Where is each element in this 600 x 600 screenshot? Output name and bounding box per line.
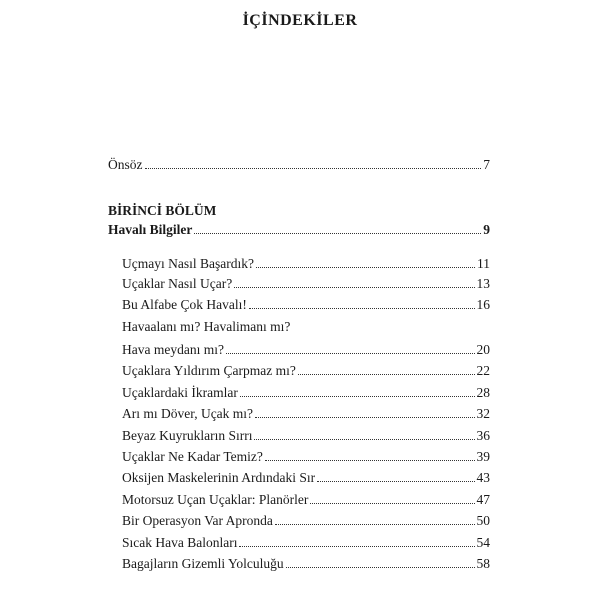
toc-entry <box>122 492 490 508</box>
toc-entry <box>122 297 490 313</box>
toc-entry-label: Arı mı Döver, Uçak mı? <box>122 406 254 421</box>
toc-entry-label: Havalı Bilgiler <box>108 222 193 237</box>
toc-entry-label: Uçaklar Ne Kadar Temiz? <box>122 449 263 464</box>
toc-entry <box>122 556 490 572</box>
dot-leader <box>145 168 482 169</box>
toc-entry-label: Sıcak Hava Balonları <box>122 535 238 550</box>
dot-leader <box>226 353 475 354</box>
toc-entry <box>122 535 490 551</box>
toc-entry <box>122 385 490 401</box>
toc-page-number: 16 <box>476 297 490 312</box>
toc-entry-label: Oksijen Maskelerinin Ardındaki Sır <box>122 470 316 485</box>
toc-entry <box>122 363 490 379</box>
toc-page-number: 9 <box>483 222 490 237</box>
toc-entry-label: Havaalanı mı? Havalimanı mı? <box>122 319 291 334</box>
toc-entry-label: Uçaklardaki İkramlar <box>122 385 238 400</box>
toc-page-number: 58 <box>476 556 490 571</box>
dot-leader <box>317 481 474 482</box>
toc-entry <box>122 342 490 358</box>
toc-page-number: 39 <box>476 449 490 464</box>
dot-leader <box>234 287 474 288</box>
toc-entry-label: Hava meydanı mı? <box>122 342 224 357</box>
toc-page-number: 43 <box>476 470 490 485</box>
dot-leader <box>254 439 474 440</box>
dot-leader <box>275 524 475 525</box>
toc-entry-chapter <box>108 222 490 238</box>
toc-entry-label: Uçmayı Nasıl Başardık? <box>122 256 254 271</box>
dot-leader <box>310 503 474 504</box>
toc-entry <box>122 513 490 529</box>
toc-entry <box>122 406 490 422</box>
toc-page-number: 32 <box>476 406 490 421</box>
part-heading: BİRİNCİ BÖLÜM <box>108 203 217 218</box>
page-title: İÇİNDEKİLER <box>242 12 358 29</box>
toc-page-number: 13 <box>476 276 490 291</box>
dot-leader <box>256 267 475 268</box>
toc-entry <box>122 470 490 486</box>
toc-entry-label: Motorsuz Uçan Uçaklar: Planörler <box>122 492 309 507</box>
toc-entry-label: Bir Operasyon Var Apronda <box>122 513 273 528</box>
dot-leader <box>298 374 475 375</box>
dot-leader <box>255 417 474 418</box>
toc-entry <box>122 276 490 292</box>
toc-page-number: 28 <box>476 385 490 400</box>
toc-entry <box>122 449 490 465</box>
toc-entry-preface <box>108 157 490 173</box>
toc-entry-label: Uçaklar Nasıl Uçar? <box>122 276 233 291</box>
dot-leader <box>240 396 475 397</box>
toc-entry-label: Bagajların Gizemli Yolculuğu <box>122 556 284 571</box>
toc-page-number: 50 <box>476 513 490 528</box>
dot-leader <box>265 460 475 461</box>
toc-page-number: 36 <box>476 428 490 443</box>
toc-entry-label: Beyaz Kuyrukların Sırrı <box>122 428 253 443</box>
dot-leader <box>249 308 475 309</box>
toc-entry-label: Uçaklara Yıldırım Çarpmaz mı? <box>122 363 296 378</box>
dot-leader <box>286 567 475 568</box>
toc-page-number: 47 <box>476 492 490 507</box>
dot-leader <box>194 233 481 234</box>
toc-entry <box>122 428 490 444</box>
toc-entry-label: Önsöz <box>108 157 143 172</box>
toc-page-number: 7 <box>483 157 490 172</box>
dot-leader <box>239 546 474 547</box>
toc-page-number: 22 <box>476 363 490 378</box>
toc-entry <box>122 256 490 272</box>
toc-page-number: 54 <box>476 535 490 550</box>
toc-page-number: 20 <box>476 342 490 357</box>
toc-page-number: 11 <box>477 256 490 271</box>
toc-entry-label: Bu Alfabe Çok Havalı! <box>122 297 247 312</box>
